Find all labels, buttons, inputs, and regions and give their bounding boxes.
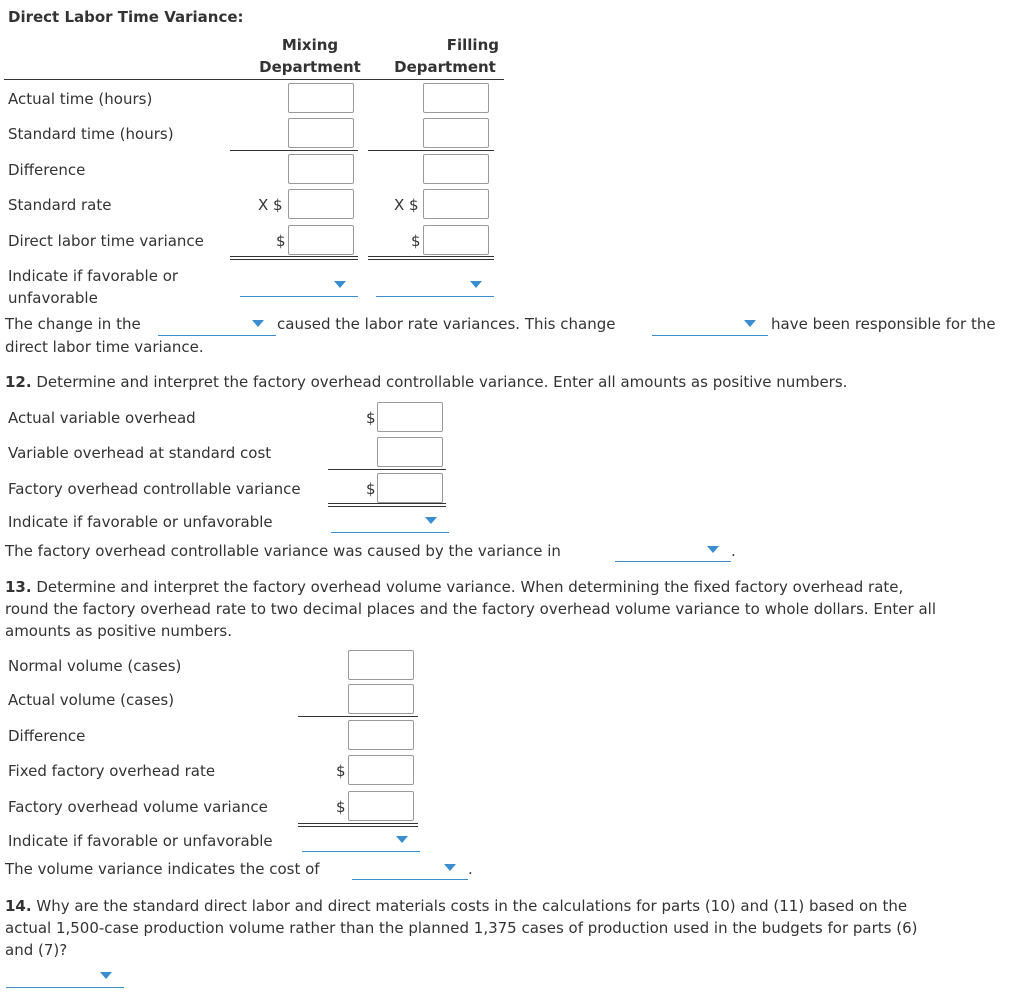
filling-actual-time-input[interactable] [423, 83, 489, 113]
filling-variance-dollar: $ [411, 232, 421, 250]
chevron-down-icon [396, 836, 408, 843]
fixed-overhead-rate-input[interactable] [348, 755, 414, 785]
chevron-down-icon [444, 864, 456, 871]
q13-prompt: 13. Determine and interpret the factory overhead volume variance. When determining the fixed factory overhead rate, round the factory overhead rate to two decimal places and the factory overhead volume variance to whole dollars. Enter all amounts as positive numbers. [5, 578, 936, 640]
filling-subtotal-rule [368, 150, 494, 151]
q14-answer-select[interactable] [6, 964, 124, 988]
mixing-double-rule [230, 256, 358, 260]
mixing-difference-input[interactable] [288, 154, 354, 184]
filling-double-rule [368, 256, 494, 260]
mixing-rate-prefix: X $ [258, 196, 283, 214]
fixed-rate-dollar: $ [336, 762, 346, 780]
mixing-subtotal-rule [230, 150, 358, 151]
volume-cost-select[interactable] [352, 856, 468, 880]
chevron-down-icon [252, 320, 264, 327]
filling-standard-time-input[interactable] [423, 118, 489, 148]
q13-period: . [468, 860, 473, 878]
label-labor-time-variance: Direct labor time variance [8, 232, 204, 250]
labor-sentence-part2: caused the labor rate variances. This change [277, 315, 616, 333]
filling-difference-input[interactable] [423, 154, 489, 184]
chevron-down-icon [425, 517, 437, 524]
mixing-department-header: Mixing Department [259, 36, 361, 76]
controllable-favorable-select[interactable] [331, 509, 449, 533]
chevron-down-icon [744, 320, 756, 327]
volume-variance-dollar: $ [336, 798, 346, 816]
q12-subtotal-rule [328, 469, 446, 470]
labor-sentence-part3: have been responsible for the [771, 315, 996, 333]
q13-subtotal-rule [298, 716, 418, 717]
label-indicate-controllable: Indicate if favorable or unfavorable [8, 513, 273, 531]
q12-period: . [731, 542, 736, 560]
q13-sentence: The volume variance indicates the cost of [5, 860, 320, 878]
mixing-favorable-select[interactable] [240, 273, 358, 297]
chevron-down-icon [334, 281, 346, 288]
label-fixed-overhead-rate: Fixed factory overhead rate [8, 762, 216, 780]
label-indicate-labor: Indicate if favorable or unfavorable [8, 267, 179, 307]
label-actual-volume: Actual volume (cases) [8, 691, 175, 709]
labor-title: Direct Labor Time Variance: [8, 8, 244, 26]
labor-change-select[interactable] [158, 312, 276, 336]
actual-variable-dollar: $ [366, 409, 376, 427]
mixing-actual-time-input[interactable] [288, 83, 354, 113]
q12-double-rule [328, 503, 446, 507]
filling-variance-input[interactable] [423, 225, 489, 255]
q12-sentence: The factory overhead controllable variance was caused by the variance in [5, 542, 561, 560]
actual-variable-overhead-input[interactable] [377, 402, 443, 432]
filling-favorable-select[interactable] [376, 273, 494, 297]
label-volume-difference: Difference [8, 727, 86, 745]
normal-volume-input[interactable] [348, 650, 414, 680]
chevron-down-icon [707, 546, 719, 553]
q13-double-rule [298, 823, 418, 827]
volume-difference-input[interactable] [348, 720, 414, 750]
controllable-cause-select[interactable] [615, 538, 731, 562]
chevron-down-icon [100, 972, 112, 979]
volume-favorable-select[interactable] [302, 828, 420, 852]
controllable-variance-input[interactable] [377, 473, 443, 503]
controllable-variance-dollar: $ [366, 480, 376, 498]
mixing-standard-time-input[interactable] [288, 118, 354, 148]
label-standard-time: Standard time (hours) [8, 125, 174, 143]
label-normal-volume: Normal volume (cases) [8, 657, 182, 675]
mixing-standard-rate-input[interactable] [288, 189, 354, 219]
actual-volume-input[interactable] [348, 684, 414, 714]
label-actual-time: Actual time (hours) [8, 90, 153, 108]
header-rule [4, 79, 504, 80]
labor-sentence-part1: The change in the [5, 315, 141, 333]
q14-prompt: 14. Why are the standard direct labor and direct materials costs in the calculations for parts (10) and (11) based on the actual 1,500-case production volume rather than the planned 1,375 cases of production used in the budgets for parts (6) and (7)? [5, 897, 918, 959]
chevron-down-icon [470, 281, 482, 288]
label-difference: Difference [8, 161, 86, 179]
label-volume-variance: Factory overhead volume variance [8, 798, 268, 816]
mixing-variance-input[interactable] [288, 225, 354, 255]
filling-department-header: Filling Department [394, 36, 499, 76]
label-actual-variable-overhead: Actual variable overhead [8, 409, 196, 427]
filling-standard-rate-input[interactable] [423, 189, 489, 219]
q12-prompt: 12. Determine and interpret the factory overhead controllable variance. Enter all amounts as positive numbers. [5, 373, 848, 391]
label-variable-overhead-standard: Variable overhead at standard cost [8, 444, 272, 462]
label-standard-rate: Standard rate [8, 196, 112, 214]
label-controllable-variance: Factory overhead controllable variance [8, 480, 301, 498]
volume-variance-input[interactable] [348, 791, 414, 821]
labor-sentence-part4: direct labor time variance. [5, 338, 204, 356]
label-indicate-volume: Indicate if favorable or unfavorable [8, 832, 273, 850]
variable-overhead-standard-input[interactable] [377, 437, 443, 467]
filling-rate-prefix: X $ [394, 196, 419, 214]
mixing-variance-dollar: $ [276, 232, 286, 250]
labor-responsible-select[interactable] [652, 312, 768, 336]
